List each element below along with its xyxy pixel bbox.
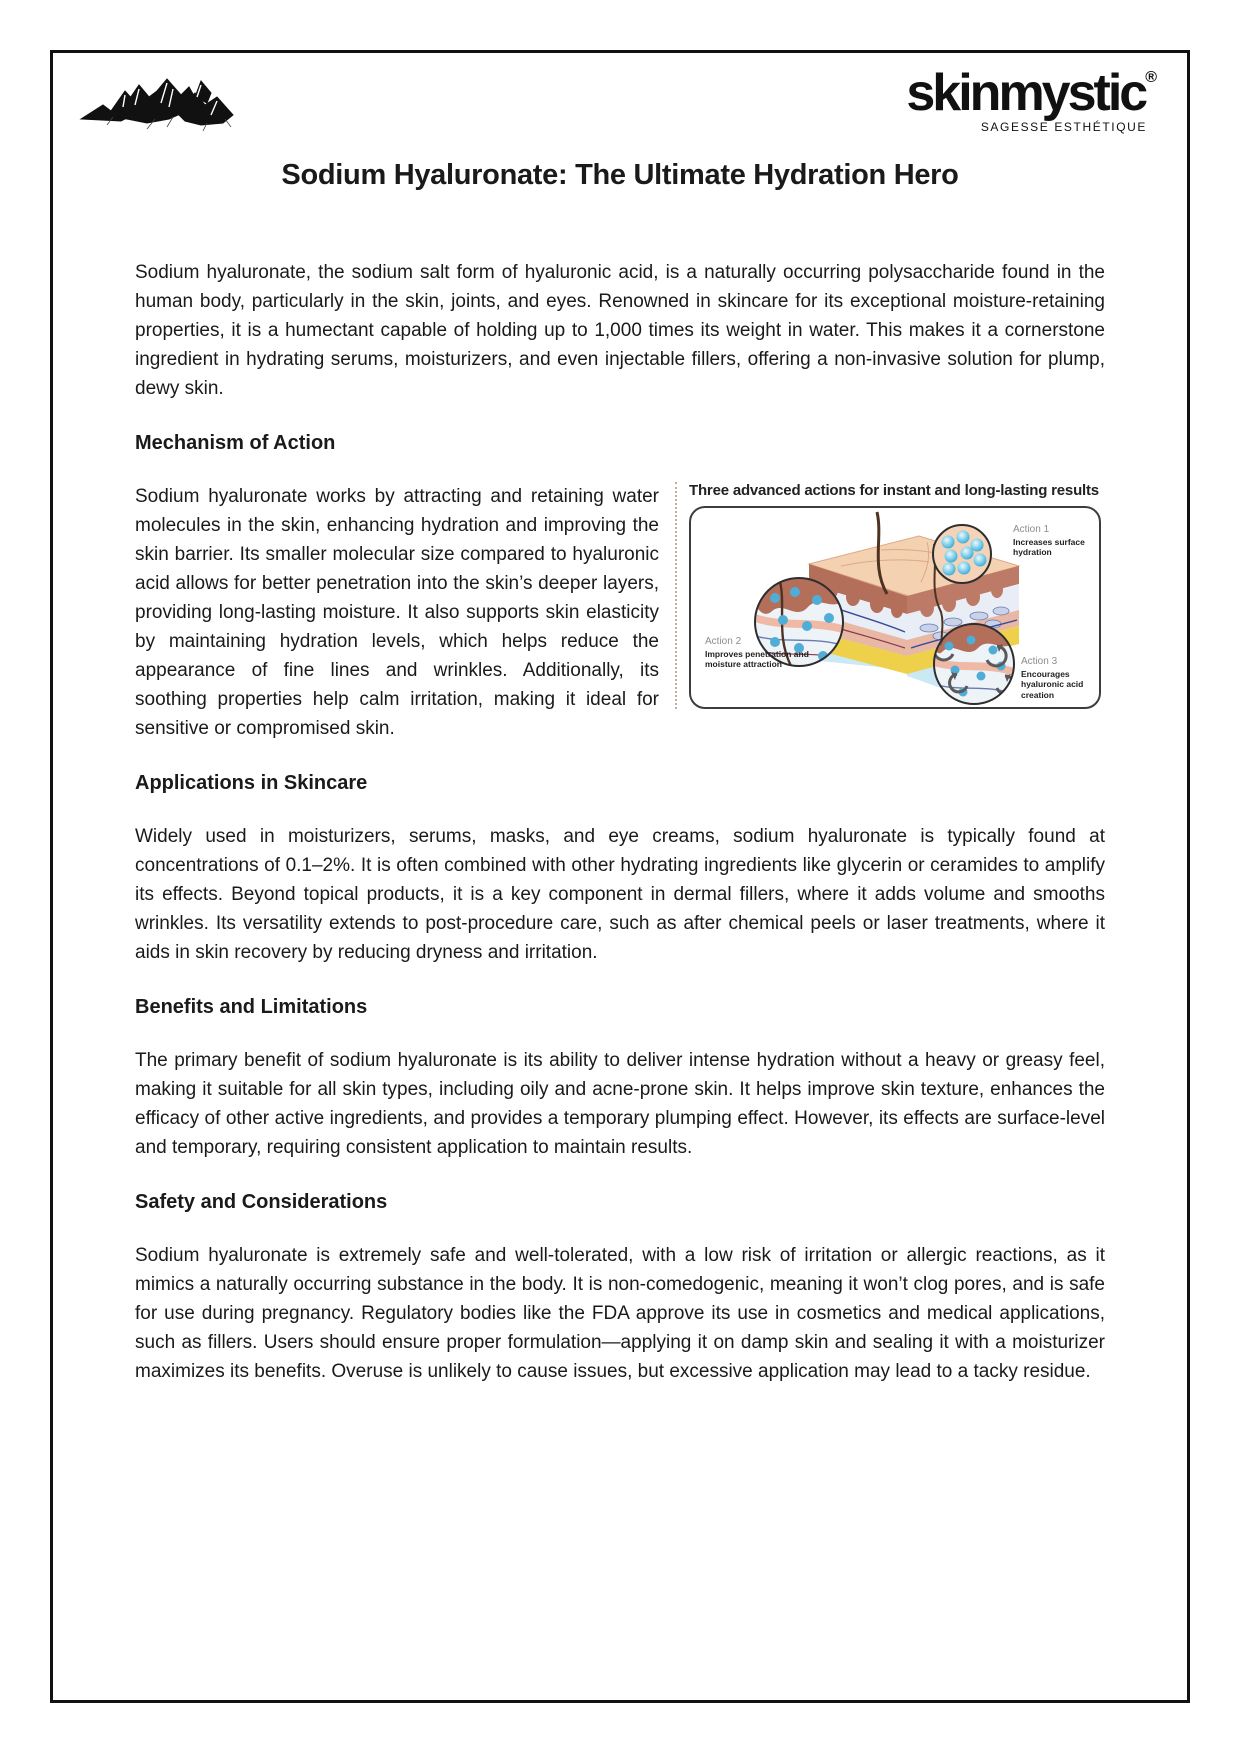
figure-action-3-label xyxy=(1021,656,1099,700)
document-header xyxy=(77,65,1157,155)
brand-name-text: skinmystic xyxy=(906,64,1146,122)
action-1-number: Action 1 xyxy=(1013,524,1050,536)
mechanism-paragraph: Sodium hyaluronate works by attracting and retaining water molecules in the skin, enhancing hydration and improving the skin barrier. Its smaller molecular size compared to hyaluronic acid allows for better penetration into the skin’s deeper layers, providing long-lasting moisture. It also supports skin elasticity by maintaining hydration levels, which helps reduce the appearance of fine lines and wrinkles. Additionally, its soothing properties help calm irritation, making it ideal for sensitive or compromised skin. xyxy=(135,486,659,739)
benefits-paragraph: The primary benefit of sodium hyaluronate is its ability to deliver intense hydration without a heavy or greasy feel, making it suitable for all skin types, including oily and acne-prone skin. It helps improve skin texture, enhances the efficacy of other active ingredients, and provides a temporary plumping effect. However, its effects are surface-level and temporary, requiring consistent application to maintain results. xyxy=(135,1050,1105,1158)
action-3-description: Encourages hyaluronic acid creation xyxy=(1021,669,1084,700)
applications-paragraph: Widely used in moisturizers, serums, masks, and eye creams, sodium hyaluronate is typically found at concentrations of 0.1–2%. It is often combined with other hydrating ingredients like glycerin or ceramides to amplify its effects. Beyond topical products, it is a key component in dermal fillers, where it adds volume and smooths wrinkles. Its versatility extends to post-procedure care, such as after chemical peels or laser treatments, where it aids in skin recovery by reducing dryness and irritation. xyxy=(135,826,1105,963)
heading-applications-in-skincare: Applications in Skincare xyxy=(135,772,368,794)
mechanism-section xyxy=(135,482,1105,769)
skin-actions-figure xyxy=(675,482,1105,709)
brand-wordmark xyxy=(906,64,1157,122)
mountain-logo-icon xyxy=(77,67,247,137)
action-1-description: Increases surface hydration xyxy=(1013,537,1085,558)
figure-action-1-label xyxy=(1013,524,1097,557)
figure-illustration xyxy=(689,506,1101,709)
figure-title: Three advanced actions for instant and long-lasting results xyxy=(689,482,1099,499)
heading-mechanism-of-action: Mechanism of Action xyxy=(135,432,336,454)
action-2-description: Improves penetration and moisture attraction xyxy=(705,649,809,670)
safety-paragraph: Sodium hyaluronate is extremely safe and well-tolerated, with a low risk of irritation or allergic reactions, as it mimics a naturally occurring substance in the body. It is non-comedogenic, meaning it won’t clog pores, and is safe for use during pregnancy. Regulatory bodies like the FDA approve its use in cosmetics and medical applications, such as fillers. Users should ensure proper formulation—applying it on damp skin and sealing it with a moisturizer maximizes its benefits. Overuse is unlikely to cause issues, but excessive application may lead to a tacky residue. xyxy=(135,1245,1105,1382)
heading-safety-and-considerations: Safety and Considerations xyxy=(135,1191,388,1213)
registered-mark: ® xyxy=(1145,69,1157,86)
brand-block xyxy=(906,64,1157,134)
heading-benefits-and-limitations: Benefits and Limitations xyxy=(135,996,368,1018)
document-page xyxy=(50,50,1190,1703)
intro-paragraph: Sodium hyaluronate, the sodium salt form of hyaluronic acid, is a naturally occurring polysaccharide found in the human body, particularly in the skin, joints, and eyes. Renowned in skincare for its exceptional moisture-retaining properties, it is a humectant capable of holding up to 1,000 times its weight in water. This makes it a cornerstone ingredient in hydrating serums, moisturizers, and even injectable fillers, offering a non-invasive solution for plump, dewy skin. xyxy=(135,262,1105,399)
page-title: Sodium Hyaluronate: The Ultimate Hydration Hero xyxy=(281,159,959,191)
document-body xyxy=(135,258,1105,1386)
brand-tagline: SAGESSE ESTHÉTIQUE xyxy=(980,120,1147,134)
action-3-number: Action 3 xyxy=(1021,656,1058,668)
figure-action-2-label xyxy=(705,636,817,669)
action-2-number: Action 2 xyxy=(705,636,742,648)
